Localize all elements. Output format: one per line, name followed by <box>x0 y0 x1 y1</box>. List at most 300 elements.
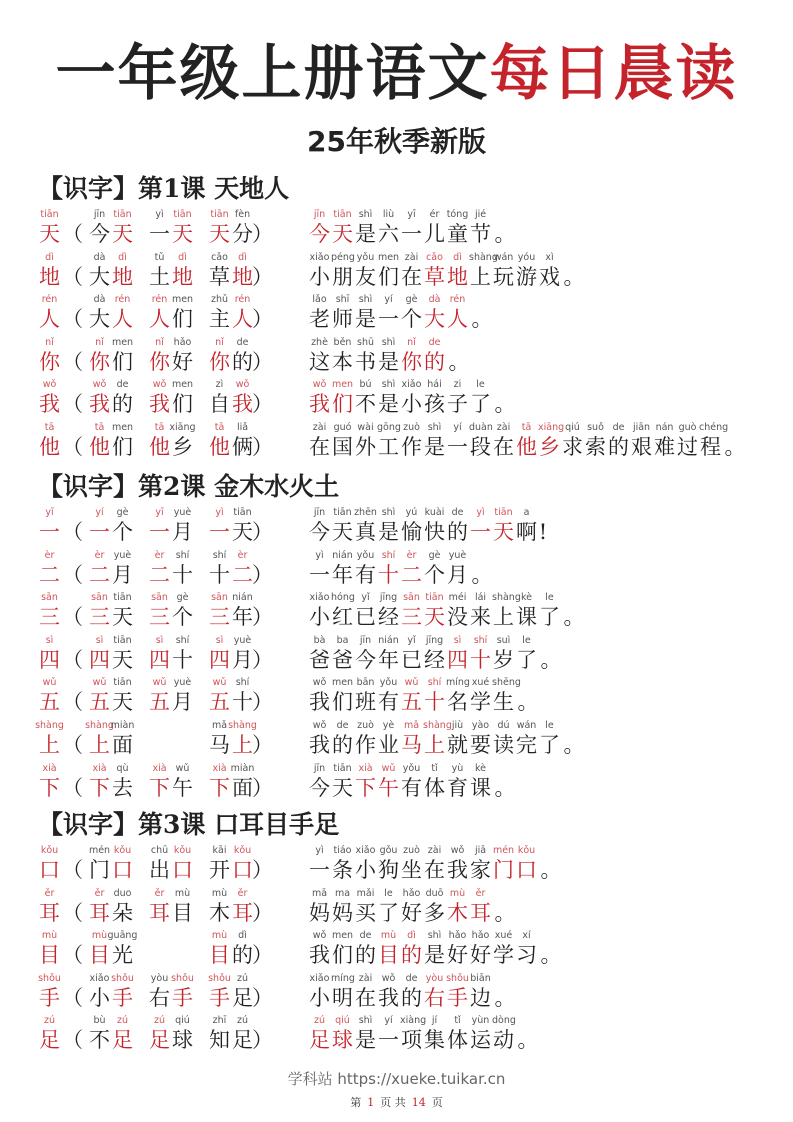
hanzi: 天 <box>112 647 133 672</box>
hanzi: 年 <box>232 605 253 630</box>
hanzi: 足 <box>232 985 253 1010</box>
sentence-char: 游 <box>516 264 537 289</box>
paren-open: （ <box>62 307 83 332</box>
sentence-pinyin-syllable: wán <box>516 719 537 731</box>
sentence-char: 们 <box>332 943 353 968</box>
hanzi: 五 <box>39 690 60 715</box>
character-row <box>0 208 793 251</box>
sentence-pinyin-syllable: jīn <box>359 634 372 646</box>
sentence-pinyin <box>308 929 564 942</box>
pinyin: liǎ <box>236 421 249 433</box>
sentence-char: 们 <box>332 690 353 715</box>
word <box>208 634 254 673</box>
character <box>38 293 61 332</box>
hanzi: 个 <box>172 605 193 630</box>
sentence-pinyin-syllable: jí <box>431 1015 438 1027</box>
sentence-char: 十 <box>424 690 445 715</box>
sentence-char: 在 <box>401 264 422 289</box>
sentence-pinyin-syllable: nián <box>332 549 353 561</box>
main-character <box>38 378 61 417</box>
sentence-pinyin-syllable: ba <box>336 634 349 646</box>
word <box>208 887 254 926</box>
sentence-char: 六 <box>378 222 399 246</box>
sentence-char: 。 <box>471 562 493 587</box>
hanzi: 上 <box>232 732 253 757</box>
hanzi: 月 <box>112 562 133 587</box>
sentence-char: 动 <box>493 1028 514 1053</box>
paren-close: ） <box>252 943 273 968</box>
word-char <box>171 844 194 883</box>
main-character <box>38 972 61 1011</box>
sentence-char: 们 <box>332 392 353 417</box>
pinyin: tā <box>214 421 225 433</box>
sentence-pinyin-syllable: jīng <box>425 634 444 646</box>
word-char <box>111 549 134 588</box>
page-suffix: 页 <box>431 1096 443 1109</box>
hanzi: 球 <box>172 1028 193 1053</box>
current-page: 1 <box>367 1096 375 1109</box>
pinyin: yī <box>155 507 164 518</box>
sentence-char: 在 <box>355 985 376 1010</box>
sentence-text <box>308 562 495 588</box>
sentence-pinyin-syllable: gōng <box>377 421 401 433</box>
paren-close: ） <box>252 858 273 882</box>
sentence-char: 作 <box>401 434 422 459</box>
hanzi: 足 <box>149 1028 170 1053</box>
sentence-pinyin-syllable: zuò <box>357 719 374 731</box>
sentence-pinyin-syllable: yào <box>471 719 490 731</box>
sentence-char: 育 <box>447 775 468 800</box>
hanzi: 下 <box>209 775 230 800</box>
word-char <box>111 762 134 801</box>
sentence-char: 上 <box>493 605 514 630</box>
word <box>208 719 257 758</box>
hanzi: 我 <box>232 392 253 417</box>
hanzi: 二 <box>39 562 60 587</box>
sentence-char: 我 <box>309 943 330 968</box>
hanzi: 足 <box>39 1028 60 1053</box>
pinyin: nián <box>232 592 253 604</box>
paren-open: （ <box>62 985 83 1010</box>
hanzi: 他 <box>209 434 230 459</box>
sentence-char: 今 <box>355 647 376 672</box>
sentence-char: 。 <box>494 900 516 925</box>
sentence-char: 就 <box>447 732 468 757</box>
footer-site: 学科站 https://xueke.tuikar.cn <box>287 1070 506 1088</box>
pinyin: wǔ <box>212 677 227 689</box>
word <box>88 591 134 630</box>
paren-open: （ <box>62 520 83 544</box>
sentence-char: 程 <box>700 434 721 459</box>
sentence-pinyin-syllable: hóng <box>331 592 355 604</box>
word <box>208 762 254 801</box>
sentence-pinyin-syllable: jīn <box>313 209 326 220</box>
hanzi: 四 <box>149 647 170 672</box>
sentence-pinyin-syllable: shí <box>381 549 396 561</box>
sentence-char: 今 <box>309 775 330 800</box>
word-char <box>111 591 134 630</box>
sentence-pinyin <box>308 208 518 221</box>
sentence-char: 五 <box>401 690 422 715</box>
sentence-pinyin-syllable: wǒ <box>312 379 327 391</box>
sentence-char: 啊 <box>516 520 537 544</box>
sentence-pinyin-syllable: yè <box>382 719 395 731</box>
sentence-pinyin-syllable: bú <box>359 379 372 391</box>
sentence-char: 难 <box>654 434 675 459</box>
pinyin: xià <box>92 762 107 774</box>
pinyin: shǒu <box>171 972 194 984</box>
word <box>208 251 254 290</box>
hanzi: 口 <box>39 858 60 882</box>
paren-close: ） <box>252 392 273 417</box>
sentence-pinyin-syllable: a <box>523 507 530 518</box>
sentence-pinyin-syllable: gè <box>428 549 441 561</box>
paren-open: （ <box>62 732 83 757</box>
sentence-pinyin-syllable: shì <box>427 930 442 942</box>
word <box>148 887 194 926</box>
hanzi: 午 <box>172 775 193 800</box>
word-char <box>171 378 194 417</box>
sentence-char: 读 <box>493 732 514 757</box>
sentence-char: 课 <box>470 775 491 800</box>
main-character <box>38 591 61 630</box>
word-char <box>111 506 134 545</box>
sentence-pinyin-syllable: yóu <box>517 251 536 263</box>
word <box>88 336 134 375</box>
page-title <box>0 38 793 110</box>
sentence-pinyin-syllable: mù <box>449 887 466 899</box>
word <box>208 676 254 715</box>
sentence-pinyin-syllable: yuè <box>448 549 467 561</box>
sentence-pinyin-syllable: shī <box>335 294 350 306</box>
word <box>88 251 134 290</box>
sentence-char: 一 <box>378 1028 399 1053</box>
sentence-pinyin-syllable: kè <box>520 592 532 604</box>
sentence-pinyin-syllable: bān <box>356 677 375 689</box>
word-char <box>231 676 254 715</box>
sentence-char: 段 <box>470 434 491 459</box>
sentence-char: 是 <box>378 392 399 417</box>
sentence-pinyin-syllable: tiáo <box>333 845 352 856</box>
pinyin: tiān <box>40 209 59 220</box>
pinyin: shàng <box>35 719 64 731</box>
sentence-char: 有 <box>355 562 376 587</box>
hanzi: 的 <box>112 392 133 417</box>
sentence-pinyin-syllable: wài <box>357 421 374 433</box>
sentence-pinyin-syllable: zài <box>404 251 419 263</box>
sentence-char: 的 <box>401 943 422 968</box>
sentence-pinyin-syllable: yǒu <box>402 762 421 774</box>
pinyin: dì <box>45 251 54 263</box>
lesson-heading: 【识字】第2课 金木水火土 <box>38 472 340 501</box>
sentence-char: 大 <box>424 307 445 332</box>
sentence-pinyin-syllable: yì <box>315 845 324 856</box>
sentence-char: 友 <box>355 264 376 289</box>
sentence-char: 过 <box>677 434 698 459</box>
pinyin: sān <box>151 592 168 604</box>
word <box>88 972 134 1011</box>
word-char <box>171 972 194 1011</box>
pinyin: sì <box>45 634 54 646</box>
sentence-pinyin-syllable: hǎo <box>402 887 421 899</box>
paren-close: ） <box>252 690 273 715</box>
pinyin: èr <box>44 549 55 561</box>
sentence-char: 月 <box>447 562 468 587</box>
sentence-char: 你 <box>401 349 422 374</box>
word <box>208 591 254 630</box>
pinyin: sān <box>91 592 108 604</box>
pinyin: shàng <box>85 719 114 731</box>
sentence-char: 了 <box>378 900 399 925</box>
main-character <box>38 676 61 715</box>
sentence-pinyin-syllable: shǒu <box>446 972 469 984</box>
sentence-char: 我 <box>447 858 468 882</box>
hanzi: 天 <box>112 605 133 630</box>
title-red: 每日晨读 <box>489 39 738 109</box>
sentence-char: 下 <box>355 775 376 800</box>
word <box>88 208 134 247</box>
character-row <box>0 549 793 592</box>
total-pages: 14 <box>411 1096 426 1109</box>
sentence-pinyin-syllable: mā <box>311 887 328 899</box>
pinyin: tǔ <box>154 251 165 263</box>
example-sentence <box>308 844 564 883</box>
main-character <box>38 506 61 545</box>
sentence-pinyin-syllable: le <box>522 634 531 646</box>
sentence-pinyin-syllable: zuò <box>403 421 420 433</box>
sentence-pinyin-syllable: guò <box>678 421 697 433</box>
sentence-pinyin-syllable: shēng <box>492 677 521 689</box>
sentence-text <box>308 264 587 290</box>
word <box>88 762 134 801</box>
word-char <box>111 421 134 460</box>
hanzi: 主 <box>209 307 230 332</box>
character <box>38 1014 61 1053</box>
pinyin: kǒu <box>40 845 59 856</box>
pinyin: tiān <box>173 209 192 220</box>
sentence-char: 小 <box>309 985 330 1010</box>
pinyin: mén <box>88 845 111 856</box>
sentence-pinyin-syllable: liù <box>382 209 395 220</box>
sentence-pinyin-syllable: zhè <box>311 336 328 348</box>
paren-open: （ <box>62 222 83 246</box>
paren-close: ） <box>252 732 273 757</box>
paren-close: ） <box>252 605 273 630</box>
sentence-pinyin-syllable: kuài <box>424 507 445 518</box>
hanzi: 土 <box>149 264 170 289</box>
sentence-char: 好 <box>470 943 491 968</box>
word <box>148 634 194 673</box>
hanzi: 你 <box>149 349 170 374</box>
word <box>88 506 134 545</box>
sentence-pinyin <box>308 676 541 689</box>
hanzi: 月 <box>232 647 253 672</box>
pinyin: miàn <box>230 762 255 774</box>
hanzi: 十 <box>172 647 193 672</box>
hanzi: 出 <box>149 858 170 882</box>
sentence-char: 是 <box>424 434 445 459</box>
word-char <box>171 1014 194 1053</box>
hanzi: 下 <box>149 775 170 800</box>
pinyin: nǐ <box>45 336 54 348</box>
word <box>208 1014 254 1053</box>
sentence-pinyin-syllable: běn <box>333 336 352 348</box>
example-sentence <box>308 1014 541 1053</box>
sentence-text <box>308 1027 541 1053</box>
hanzi: 四 <box>89 647 110 672</box>
pinyin: kāi <box>212 845 227 856</box>
hanzi: 目 <box>172 900 193 925</box>
sentence-char: 一 <box>309 562 330 587</box>
sentence-char: 。 <box>517 1028 539 1053</box>
sentence-pinyin-syllable: mǎ <box>403 719 420 731</box>
page-subtitle: 25年秋季新版 <box>307 125 486 158</box>
sentence-text <box>308 434 748 460</box>
sentence-pinyin-syllable: shàng <box>423 719 452 731</box>
sentence-pinyin-syllable: dì <box>453 251 462 263</box>
pinyin: sì <box>215 634 224 646</box>
pinyin: xiǎo <box>89 972 110 984</box>
sentence-text <box>308 349 472 375</box>
pinyin: zì <box>215 379 224 391</box>
pinyin: yuè <box>173 677 192 689</box>
pinyin: ěr <box>237 887 248 899</box>
word <box>148 208 194 247</box>
sentence-char: 师 <box>332 307 353 332</box>
sentence-char: 天 <box>332 520 353 544</box>
sentence-char: 好 <box>401 900 422 925</box>
pinyin: tiān <box>210 209 229 220</box>
pinyin: guāng <box>107 930 138 942</box>
hanzi: 十 <box>172 562 193 587</box>
sentence-text <box>308 775 518 801</box>
paren-open: （ <box>62 1028 83 1053</box>
sentence-char: 小 <box>401 392 422 417</box>
pinyin: ěr <box>94 887 105 899</box>
sentence-char: 爸 <box>309 647 330 672</box>
pinyin: wǒ <box>235 379 250 391</box>
sentence-char: 已 <box>401 647 422 672</box>
sentence-char: 了 <box>539 605 560 630</box>
sentence-char: 老 <box>309 307 330 332</box>
sentence-pinyin-syllable: jiù <box>451 719 464 731</box>
sentence-pinyin-syllable: yùn <box>471 1015 490 1027</box>
character <box>38 421 61 460</box>
sentence-pinyin-syllable: kè <box>474 762 486 774</box>
sentence-pinyin-syllable: de <box>336 719 349 731</box>
sentence-char: 午 <box>378 775 399 800</box>
pinyin: chū <box>150 845 169 856</box>
word <box>88 549 134 588</box>
sentence-char: 索 <box>585 434 606 459</box>
sentence-char: 的 <box>608 434 629 459</box>
sentence-pinyin-syllable: le <box>545 592 554 604</box>
character <box>38 208 61 247</box>
hanzi: 五 <box>89 690 110 715</box>
sentence-pinyin-syllable: jīn <box>313 762 326 774</box>
hanzi: 大 <box>89 307 110 332</box>
pinyin: men <box>171 294 194 306</box>
sentence-pinyin <box>308 293 495 306</box>
sentence-pinyin-syllable: shàng <box>492 592 521 604</box>
sentence-pinyin-syllable: wǒ <box>312 930 327 942</box>
hanzi: 们 <box>112 434 133 459</box>
word-char <box>171 762 194 801</box>
pinyin: rén <box>151 294 168 306</box>
sentence-char: 红 <box>332 605 353 630</box>
pinyin: zhǔ <box>210 294 229 306</box>
character-row <box>0 844 793 887</box>
pinyin: wǒ <box>152 379 167 391</box>
sentence-char: 上 <box>424 732 445 757</box>
pinyin: dì <box>178 251 187 263</box>
pinyin: zú <box>236 972 248 984</box>
hanzi: 我 <box>149 392 170 417</box>
paren-close: ） <box>252 775 273 800</box>
word-char <box>111 208 134 247</box>
main-character <box>38 634 61 673</box>
sentence-pinyin-syllable: míng <box>446 677 470 689</box>
sentence-pinyin-syllable: wán <box>493 251 514 263</box>
sentence-char: 他 <box>516 434 537 459</box>
character <box>38 591 61 630</box>
hanzi: 草 <box>209 264 230 289</box>
character-row <box>0 591 793 634</box>
word <box>88 676 134 715</box>
sentence-char: 。 <box>494 985 516 1010</box>
sentence-char: 足 <box>309 1028 330 1053</box>
hanzi: 二 <box>149 562 170 587</box>
main-character <box>38 293 61 332</box>
hanzi: 口 <box>232 858 253 882</box>
lesson-section <box>0 806 793 1057</box>
sentence-char: 愉 <box>401 520 422 544</box>
character <box>38 844 61 883</box>
sentence-char: 快 <box>424 520 445 544</box>
pinyin: wǒ <box>42 379 57 391</box>
title-black: 一年级上册语文 <box>55 39 490 109</box>
hanzi: 月 <box>172 520 193 544</box>
sentence-char: 是 <box>355 307 376 332</box>
pinyin: qiú <box>175 1015 190 1027</box>
sentence-char: 目 <box>378 943 399 968</box>
sentence-char: 国 <box>332 434 353 459</box>
sentence-char: 。 <box>563 605 585 630</box>
sentence-char: 是 <box>378 349 399 374</box>
sentence-pinyin <box>308 378 518 391</box>
pinyin: shǒu <box>38 972 61 984</box>
word <box>208 972 254 1011</box>
sentence-char: 艰 <box>631 434 652 459</box>
paren-open: （ <box>62 943 83 968</box>
word <box>88 293 134 332</box>
sentence-pinyin-syllable: zuò <box>403 845 420 856</box>
sentence-char: 子 <box>447 392 468 417</box>
pinyin: sān <box>211 592 228 604</box>
sentence-text <box>308 519 548 545</box>
hanzi: 手 <box>112 985 133 1010</box>
hanzi: 足 <box>232 1028 253 1053</box>
word-char <box>231 972 254 1011</box>
word-char <box>111 378 134 417</box>
paren-open: （ <box>62 349 83 374</box>
pinyin: mù <box>211 887 228 899</box>
sentence-pinyin <box>308 549 495 562</box>
sentence-char: 玩 <box>493 264 514 289</box>
sentence-pinyin-syllable: xiàng <box>400 1015 427 1027</box>
pinyin: sì <box>155 634 164 646</box>
pinyin: nǐ <box>95 336 104 348</box>
